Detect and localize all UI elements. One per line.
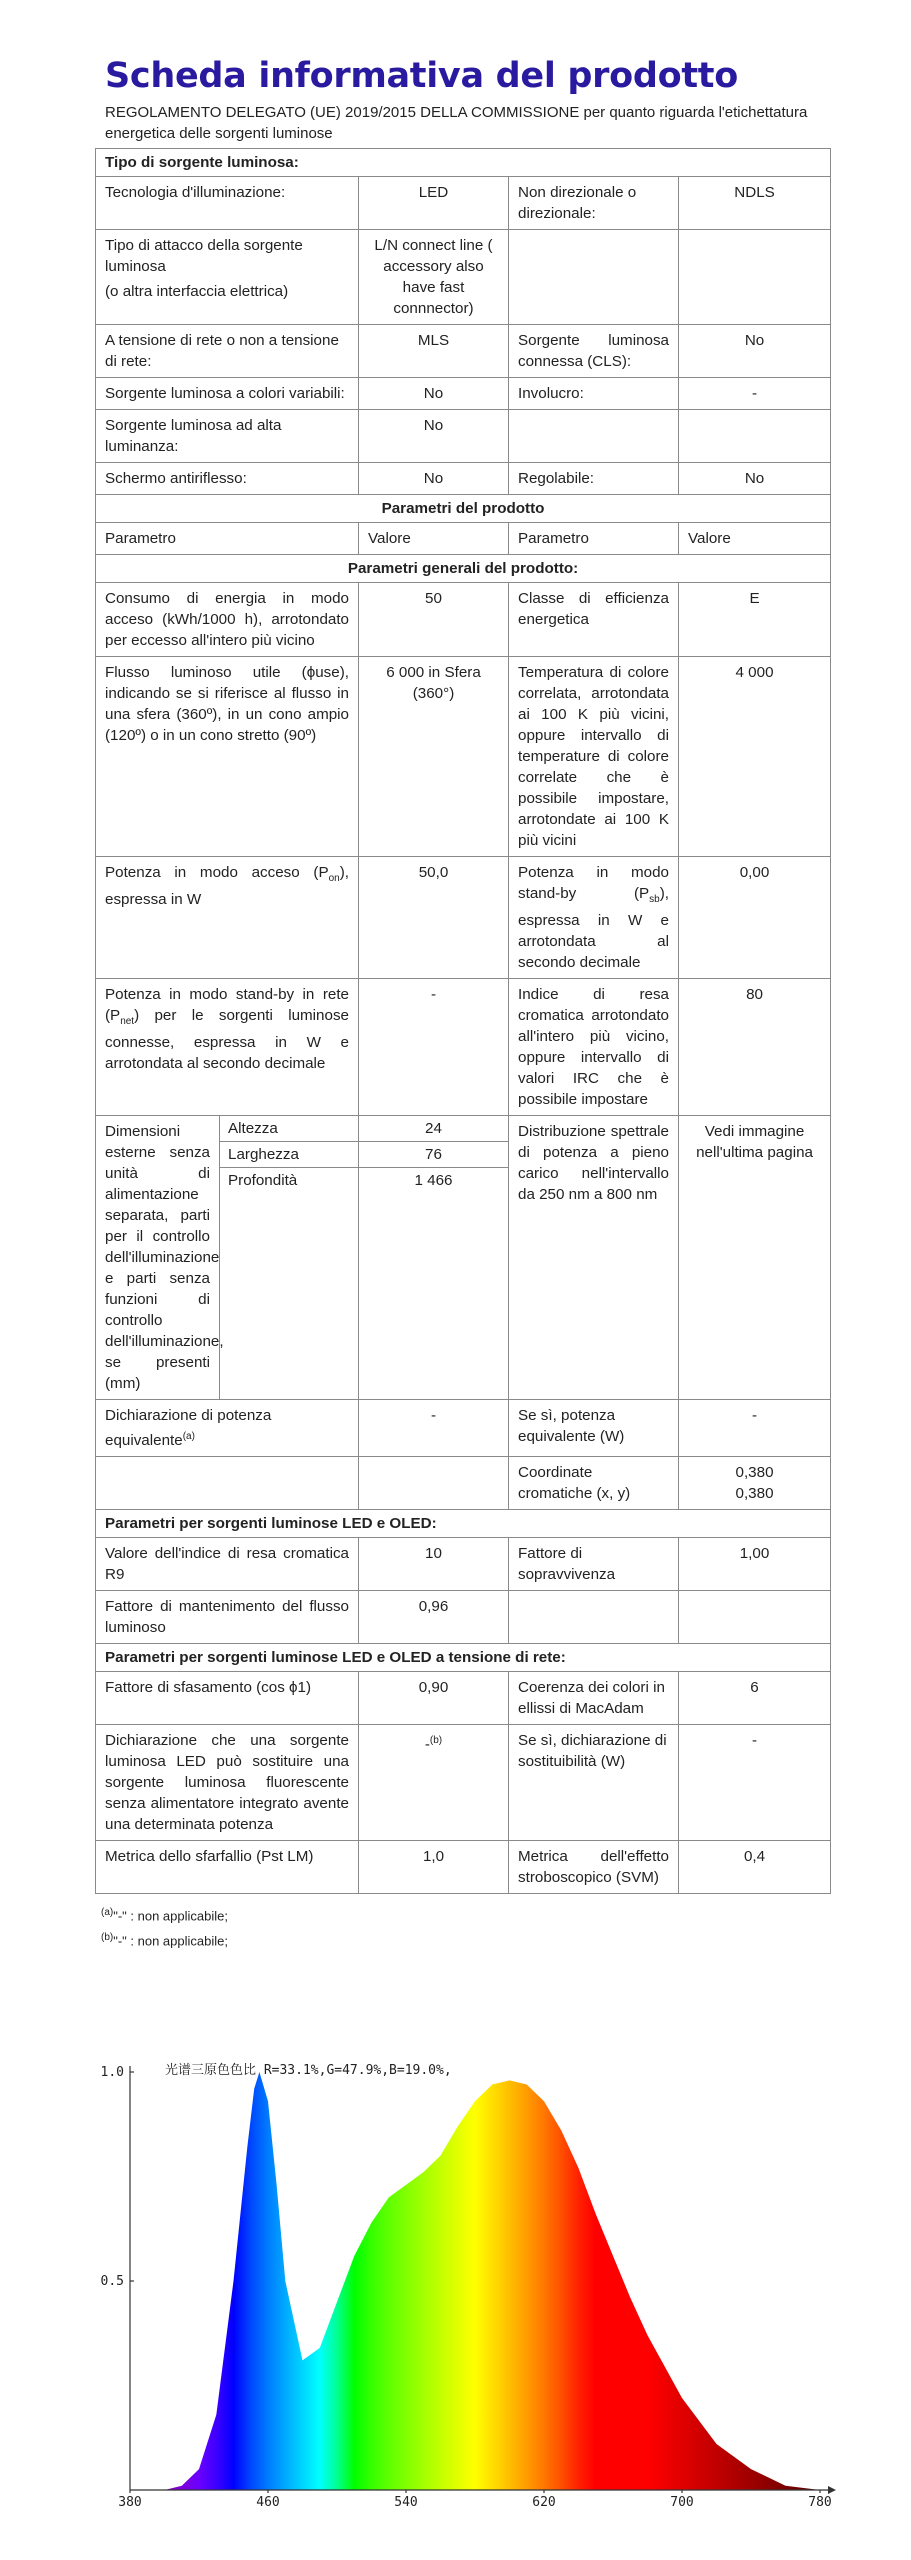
coordinata-x: 0,380 xyxy=(735,1464,774,1482)
potenza-sb-label: Potenza in modo stand-by $(P_{sb})$, espressa in W e arrotondata al secondo decimale xyxy=(509,857,679,979)
profondita-label: Profondità xyxy=(228,1172,298,1190)
product-info-table xyxy=(95,148,831,1894)
product-sheet xyxy=(95,52,830,1961)
sfarfallio-value: 1,0 xyxy=(359,1841,509,1894)
tecnologia-label: Tecnologia d'illuminazione: xyxy=(96,177,359,230)
x-tick-label: 540 xyxy=(394,2495,418,2510)
cls-label: Sorgente luminosa connessa (CLS): xyxy=(509,325,679,378)
x-axis-arrow xyxy=(828,2486,836,2494)
altezza-value: 24 xyxy=(359,1116,508,1142)
x-tick-label: 460 xyxy=(256,2495,280,2510)
antiriflesso-value: No xyxy=(359,463,509,495)
regolabile-value: No xyxy=(679,463,831,495)
tensione-label: A tensione di rete o non a tensione di rete: xyxy=(96,325,359,378)
alta-luminanza-value: No xyxy=(359,410,509,463)
tipo-sorgente-heading: Tipo di sorgente luminosa: xyxy=(96,149,831,177)
classe-efficienza-label: Classe di efficienza energetica xyxy=(509,583,679,657)
attacco-label xyxy=(96,230,359,325)
direzionale-value: NDLS xyxy=(679,177,831,230)
led-oled-heading: Parametri per sorgenti luminose LED e OLED: xyxy=(96,1510,831,1538)
sostituire-label: Dichiarazione che una sorgente luminosa LED può sostituire una sorgente luminosa fluorescente senza alimentatore integrato avente una determinata potenza xyxy=(96,1725,359,1841)
consumo-label: Consumo di energia in modo acceso (kWh/1000 h), arrotondato per eccesso all'intero più vicino xyxy=(96,583,359,657)
mantenimento-value: 0,96 xyxy=(359,1591,509,1644)
distribuzione-spettrale-value: Vedi immagine nell'ultima pagina xyxy=(679,1116,831,1400)
rete-heading: Parametri per sorgenti luminose LED e OLED a tensione di rete: xyxy=(96,1644,831,1672)
colori-variabili-value: No xyxy=(359,378,509,410)
empty-cell xyxy=(359,1457,509,1510)
flusso-label: Flusso luminoso utile (ϕuse), indicando se si riferisce al flusso in una sfera (360º), in un cono ampio (120º) o in un cono stretto (90º) xyxy=(96,657,359,857)
sfasamento-label: Fattore di sfasamento (cos ϕ1) xyxy=(96,1672,359,1725)
empty-cell xyxy=(509,410,679,463)
attacco-label-line1: Tipo di attacco della sorgente luminosa xyxy=(105,237,303,275)
distribuzione-spettrale-label: Distribuzione spettrale di potenza a pieno carico nell'intervallo da 250 nm a 800 nm xyxy=(509,1116,679,1400)
col-header-valore: Valore xyxy=(679,523,831,555)
irc-label: Indice di resa cromatica arrotondato all'intero più vicino, oppure intervallo di valori IRC che è possibile impostare xyxy=(509,979,679,1116)
profondita-value: 1 466 xyxy=(414,1172,453,1190)
footnote-a: $^{(a)}$"-" : non applicabile; xyxy=(101,1907,228,1924)
coordinata-y: 0,380 xyxy=(735,1485,774,1503)
potenza-net-label: Potenza in modo stand-by in rete $(P_{net})$ per le sorgenti luminose connesse, espressa in W e arrotondata al secondo decimale xyxy=(96,979,359,1116)
empty-cell xyxy=(509,230,679,325)
dimensioni-axis-labels xyxy=(220,1116,358,1399)
footnotes xyxy=(95,1894,830,1961)
attacco-label-line2: (o altra interfaccia elettrica) xyxy=(105,283,289,300)
sostituibilita-label: Se sì, dichiarazione di sostituibilità (W) xyxy=(509,1725,679,1841)
dimensioni-values xyxy=(359,1116,509,1400)
direzionale-label: Non direzionale o direzionale: xyxy=(509,177,679,230)
classe-efficienza-value: E xyxy=(679,583,831,657)
spectrum-svg xyxy=(80,2050,850,2510)
sopravvivenza-value: 1,00 xyxy=(679,1538,831,1591)
sostituibilita-value: - xyxy=(679,1725,831,1841)
potenza-on-value: 50,0 xyxy=(359,857,509,979)
macadam-label: Coerenza dei colori in ellissi di MacAdam xyxy=(509,1672,679,1725)
larghezza-value: 76 xyxy=(359,1142,508,1168)
document-title: Scheda informativa del prodotto xyxy=(105,56,738,96)
antiriflesso-label: Schermo antiriflesso: xyxy=(96,463,359,495)
coordinate-cromatiche-label: Coordinate cromatiche (x, y) xyxy=(509,1457,679,1510)
coordinate-cromatiche-value xyxy=(679,1457,831,1510)
potenza-on-label: Potenza in modo acceso $(P_{on})$, espressa in W xyxy=(96,857,359,979)
consumo-value: 50 xyxy=(359,583,509,657)
attacco-value: L/N connect line ( accessory also have fast connnector) xyxy=(359,230,509,325)
temperatura-colore-value: 4 000 xyxy=(679,657,831,857)
colori-variabili-label: Sorgente luminosa a colori variabili: xyxy=(96,378,359,410)
altezza-label: Altezza xyxy=(220,1116,358,1142)
empty-cell xyxy=(96,1457,359,1510)
col-header-valore: Valore xyxy=(359,523,509,555)
potenza-equivalente-label: Se sì, potenza equivalente (W) xyxy=(509,1400,679,1457)
dichiarazione-potenza-label: Dichiarazione di potenza equivalente$^{(a)}$ xyxy=(96,1400,359,1457)
temperatura-colore-label: Temperatura di colore correlata, arrotondata ai 100 K più vicini, oppure intervallo di temperature di colore correlate che è possibile impostare, arrotondate ai 100 K più vicini xyxy=(509,657,679,857)
flusso-value: 6 000 in Sfera (360°) xyxy=(359,657,509,857)
sostituire-value: -$^{(b)}$ xyxy=(359,1725,509,1841)
potenza-net-value: - xyxy=(359,979,509,1116)
irc-value: 80 xyxy=(679,979,831,1116)
involucro-value: - xyxy=(679,378,831,410)
footnote-b: $^{(b)}$"-" : non applicabile; xyxy=(101,1932,228,1949)
empty-cell xyxy=(679,410,831,463)
svm-label: Metrica dell'effetto stroboscopico (SVM) xyxy=(509,1841,679,1894)
r9-label: Valore dell'indice di resa cromatica R9 xyxy=(96,1538,359,1591)
col-header-parametro: Parametro xyxy=(509,523,679,555)
parametri-generali-heading: Parametri generali del prodotto: xyxy=(96,555,831,583)
sfarfallio-label: Metrica dello sfarfallio (Pst LM) xyxy=(96,1841,359,1894)
y-tick-label: 0.5 xyxy=(100,2274,124,2289)
x-tick-label: 380 xyxy=(118,2495,142,2510)
tecnologia-value: LED xyxy=(359,177,509,230)
larghezza-label: Larghezza xyxy=(220,1142,358,1168)
x-tick-label: 700 xyxy=(670,2495,694,2510)
r9-value: 10 xyxy=(359,1538,509,1591)
svm-value: 0,4 xyxy=(679,1841,831,1894)
empty-cell xyxy=(679,1591,831,1644)
dimensioni-cell xyxy=(96,1116,359,1400)
document-subtitle: REGOLAMENTO DELEGATO (UE) 2019/2015 DELLA COMMISSIONE per quanto riguarda l'etichettatura energetica delle sorgenti luminose xyxy=(105,104,808,142)
cls-value: No xyxy=(679,325,831,378)
alta-luminanza-label: Sorgente luminosa ad alta luminanza: xyxy=(96,410,359,463)
regolabile-label: Regolabile: xyxy=(509,463,679,495)
dimensioni-label: Dimensioni esterne senza unità di alimentazione separata, parti per il controllo dell'illuminazione e parti senza funzioni di controllo dell'illuminazione, se presenti (mm) xyxy=(96,1116,220,1399)
y-tick-label: 1.0 xyxy=(100,2065,124,2080)
potenza-sb-value: 0,00 xyxy=(679,857,831,979)
macadam-value: 6 xyxy=(679,1672,831,1725)
empty-cell xyxy=(679,230,831,325)
involucro-label: Involucro: xyxy=(509,378,679,410)
dichiarazione-potenza-value: - xyxy=(359,1400,509,1457)
potenza-equivalente-value: - xyxy=(679,1400,831,1457)
chart-title: 光谱三原色色比 R=33.1%,G=47.9%,B=19.0%, xyxy=(165,2063,452,2078)
col-header-parametro: Parametro xyxy=(96,523,359,555)
mantenimento-label: Fattore di mantenimento del flusso luminoso xyxy=(96,1591,359,1644)
empty-cell xyxy=(509,1591,679,1644)
parametri-prodotto-heading: Parametri del prodotto xyxy=(96,495,831,523)
tensione-value: MLS xyxy=(359,325,509,378)
spectrum-chart xyxy=(80,2050,850,2510)
x-tick-label: 620 xyxy=(532,2495,556,2510)
x-tick-label: 780 xyxy=(808,2495,832,2510)
sfasamento-value: 0,90 xyxy=(359,1672,509,1725)
spectrum-area xyxy=(130,2072,820,2490)
sopravvivenza-label: Fattore di sopravvivenza xyxy=(509,1538,679,1591)
